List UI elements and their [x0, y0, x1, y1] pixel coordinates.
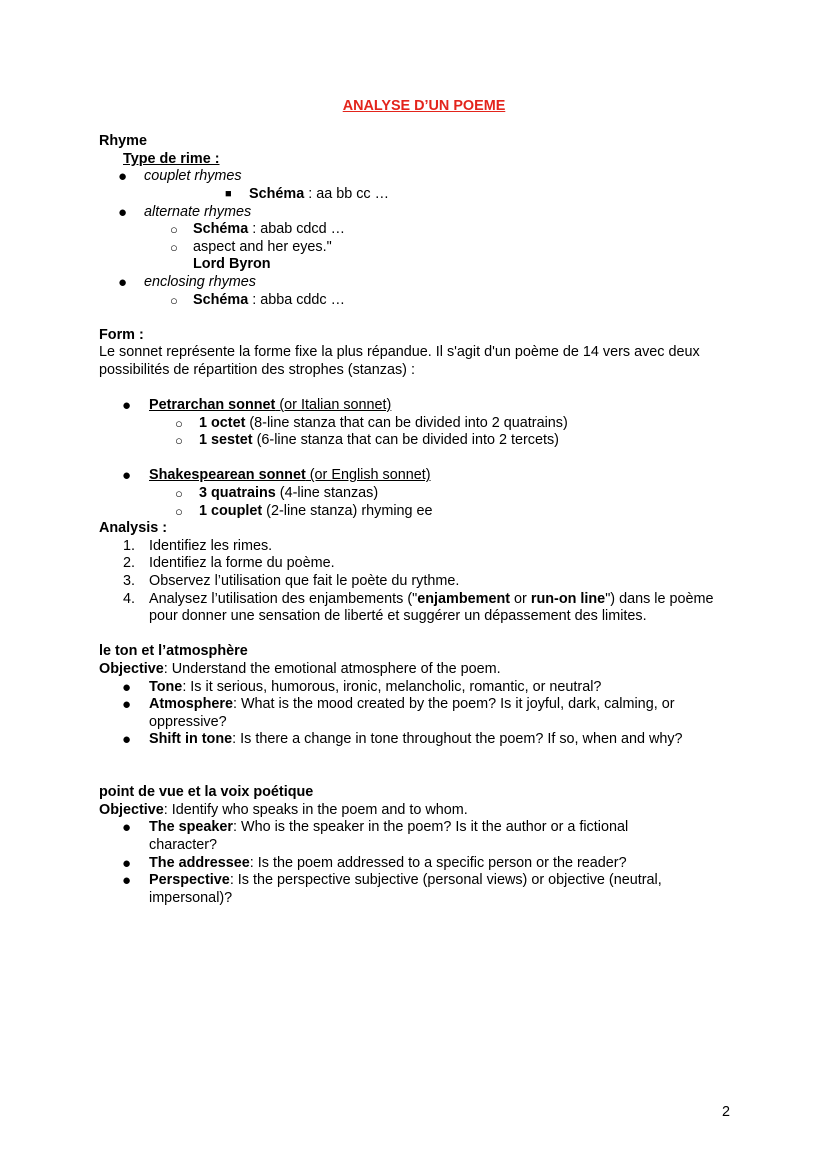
- list-item: ■ Schéma : aa bb cc …: [225, 185, 389, 202]
- list-item: ● alternate rhymes: [118, 203, 252, 221]
- tone-objective: Objective: Understand the emotional atmosphere of the poem.: [99, 661, 501, 677]
- list-item: 4. Analysez l’utilisation des enjambements ("enjambement or run-on line") dans le poème pour donner une sensation de liberté et suggérer un dépassement des limites.: [123, 590, 714, 625]
- list-item: ○ 1 octet (8-line stanza that can be divided into 2 quatrains): [175, 414, 568, 431]
- page-title: ANALYSE D’UN POEME: [342, 98, 506, 114]
- quote-author: Lord Byron: [193, 256, 271, 273]
- list-item: ○ 1 couplet (2-line stanza) rhyming ee: [175, 502, 433, 519]
- bullet-icon: ●: [122, 397, 132, 415]
- form-intro: Le sonnet représente la forme fixe la plus répandue. Il s'agit d'un poème de 14 vers avec deux possibilités de répartition des strophes (stanzas) :: [99, 344, 700, 378]
- list-item: ● Atmosphere: What is the mood created by the poem? Is it joyful, dark, calming, or oppressive?: [122, 696, 675, 730]
- voice-heading: point de vue et la voix poétique: [99, 784, 314, 801]
- list-item: ● Petrarchan sonnet (or Italian sonnet): [122, 397, 392, 415]
- bullet-icon: ●: [122, 467, 132, 485]
- rhyme-heading: Rhyme: [99, 133, 147, 150]
- list-item: ○ Schéma : abab cdcd …: [170, 221, 345, 238]
- analysis-heading: Analysis :: [99, 520, 167, 537]
- bullet-icon: ●: [122, 696, 132, 714]
- list-item: ● The addressee: Is the poem addressed to a specific person or the reader?: [122, 854, 627, 872]
- list-item: ○ aspect and her eyes.": [170, 238, 332, 255]
- list-item: ● enclosing rhymes: [118, 273, 256, 291]
- circle-bullet-icon: ○: [175, 503, 183, 519]
- list-item: ● couplet rhymes: [118, 168, 242, 186]
- circle-bullet-icon: ○: [170, 222, 178, 238]
- bullet-icon: ●: [118, 273, 128, 291]
- list-item: ● Tone: Is it serious, humorous, ironic, melancholic, romantic, or neutral?: [122, 678, 602, 696]
- rhyme-type-label: Type de rime :: [123, 150, 220, 167]
- list-item: ○ Schéma : abba cddc …: [170, 291, 345, 308]
- bullet-icon: ●: [122, 731, 132, 749]
- list-number: 1.: [123, 537, 136, 554]
- list-number: 4.: [123, 590, 136, 607]
- square-bullet-icon: ■: [225, 187, 232, 200]
- list-number: 3.: [123, 573, 136, 590]
- bullet-icon: ●: [122, 819, 132, 837]
- list-item: 1. Identifiez les rimes.: [123, 537, 273, 554]
- voice-objective: Objective: Identify who speaks in the poem and to whom.: [99, 801, 468, 818]
- form-heading: Form :: [99, 326, 144, 343]
- document-page: [99, 98, 749, 907]
- list-item: 3. Observez l’utilisation que fait le poète du rythme.: [123, 573, 460, 590]
- list-item: ● The speaker: Who is the speaker in the poem? Is it the author or a fictional character?: [122, 819, 629, 853]
- page-number: 2: [721, 1104, 730, 1120]
- list-item: ○ 3 quatrains (4-line stanzas): [175, 485, 379, 502]
- bullet-icon: ●: [118, 168, 128, 186]
- list-item: ● Shakespearean sonnet (or English sonnet): [122, 467, 431, 485]
- bullet-icon: ●: [122, 854, 132, 872]
- circle-bullet-icon: ○: [175, 415, 183, 431]
- circle-bullet-icon: ○: [170, 239, 178, 255]
- list-item: ● Perspective: Is the perspective subjective (personal views) or objective (neutral, impersonal)?: [122, 872, 662, 906]
- circle-bullet-icon: ○: [175, 433, 183, 449]
- bullet-icon: ●: [118, 203, 128, 221]
- list-number: 2.: [123, 555, 136, 572]
- tone-heading: le ton et l’atmosphère: [99, 643, 248, 660]
- list-item: ○ 1 sestet (6-line stanza that can be divided into 2 tercets): [175, 432, 559, 449]
- list-item: ● Shift in tone: Is there a change in tone throughout the poem? If so, when and why?: [122, 731, 683, 749]
- bullet-icon: ●: [122, 678, 132, 696]
- list-item: 2. Identifiez la forme du poème.: [123, 555, 335, 572]
- circle-bullet-icon: ○: [175, 486, 183, 502]
- circle-bullet-icon: ○: [170, 292, 178, 308]
- bullet-icon: ●: [122, 872, 132, 890]
